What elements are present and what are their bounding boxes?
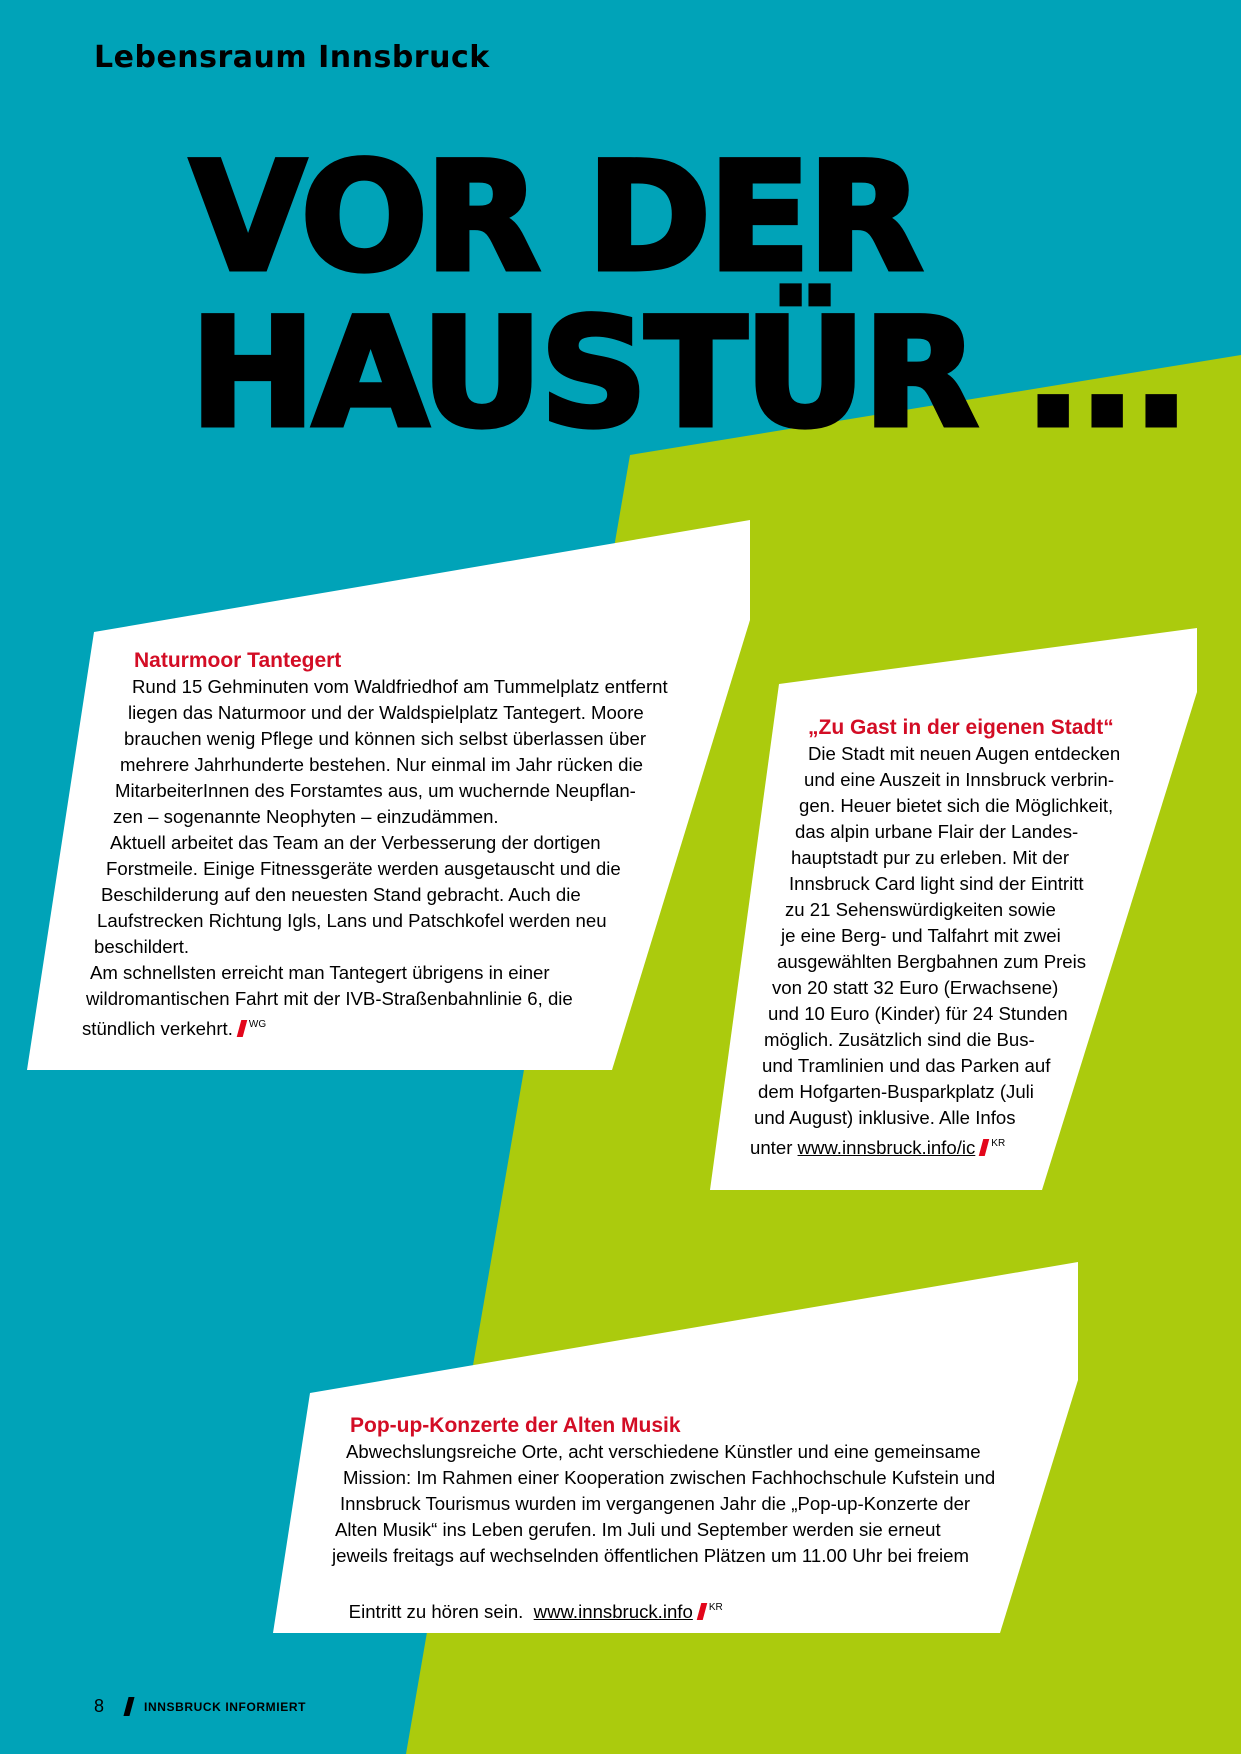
- black-slash-icon: [123, 1697, 134, 1716]
- article-line: ausgewählten Bergbahnen zum Preis: [777, 951, 1087, 972]
- page-footer: [94, 1696, 306, 1717]
- article-line: Mission: Im Rahmen einer Kooperation zwischen Fachhochschule Kufstein und: [343, 1467, 996, 1488]
- article-line: und eine Auszeit in Innsbruck verbrin-: [804, 769, 1115, 790]
- article-line: Beschilderung auf den neuesten Stand gebracht. Auch die: [101, 884, 581, 905]
- red-slash-icon: [697, 1603, 708, 1620]
- article-line: dem Hofgarten-Busparkplatz (Juli: [758, 1081, 1034, 1102]
- article-line: MitarbeiterInnen des Forstamtes aus, um wuchernde Neupflan-: [115, 780, 636, 801]
- article-title: Naturmoor Tantegert: [134, 649, 342, 672]
- headline-line-2: HAUSTÜR ...: [190, 287, 1187, 461]
- article-line: Forstmeile. Einige Fitnessgeräte werden ausgetauscht und die: [106, 858, 621, 879]
- article-line: liegen das Naturmoor und der Waldspielplatz Tantegert. Moore: [128, 702, 644, 723]
- article-line: zen – sogenannte Neophyten – einzudämmen.: [113, 806, 499, 827]
- article-line: Alten Musik“ ins Leben gerufen. Im Juli und September werden sie erneut: [335, 1519, 941, 1540]
- article-line: je eine Berg- und Talfahrt mit zwei: [781, 925, 1061, 946]
- article-pop-up-konzerte: [0, 1413, 995, 1651]
- author-initials: KR: [708, 1602, 723, 1613]
- article-zu-gast: [0, 715, 1120, 1161]
- info-link[interactable]: www.innsbruck.info: [533, 1601, 693, 1622]
- article-line: Am schnellsten erreicht man Tantegert übrigens in einer: [90, 962, 550, 983]
- article-line: Aktuell arbeitet das Team an der Verbesserung der dortigen: [110, 832, 601, 853]
- article-line: von 20 statt 32 Euro (Erwachsene): [772, 977, 1059, 998]
- article-line: Rund 15 Gehminuten vom Waldfriedhof am Tummelplatz entfernt: [132, 676, 668, 697]
- article-line: und August) inklusive. Alle Infos: [754, 1107, 1016, 1128]
- article-line: das alpin urbane Flair der Landes-: [795, 821, 1079, 842]
- article-title: „Zu Gast in der eigenen Stadt“: [808, 716, 1114, 739]
- article-line: Abwechslungsreiche Orte, acht verschiedene Künstler und eine gemeinsame: [346, 1441, 981, 1462]
- article-line: jeweils freitags auf wechselnden öffentlichen Plätzen um 11.00 Uhr bei freiem: [332, 1545, 970, 1566]
- article-title: Pop-up-Konzerte der Alten Musik: [350, 1414, 681, 1437]
- article-line: Die Stadt mit neuen Augen entdecken: [808, 743, 1121, 764]
- article-line: zu 21 Sehenswürdigkeiten sowie: [785, 899, 1056, 920]
- article-line: Innsbruck Card light sind der Eintritt: [789, 873, 1084, 894]
- red-slash-icon: [979, 1139, 990, 1156]
- headline-line-1: VOR DER: [190, 131, 921, 305]
- article-text: unter: [750, 1137, 798, 1158]
- article-line: hauptstadt pur zu erleben. Mit der: [791, 847, 1070, 868]
- info-link[interactable]: www.innsbruck.info/ic: [797, 1137, 976, 1158]
- article-text: stündlich verkehrt.: [82, 1018, 233, 1039]
- page-number: 8: [94, 1696, 105, 1716]
- section-label: Lebensraum Innsbruck: [94, 40, 490, 75]
- headline: [190, 131, 1187, 461]
- article-line: und 10 Euro (Kinder) für 24 Stunden: [768, 1003, 1068, 1024]
- article-line: gen. Heuer bietet sich die Möglichkeit,: [799, 795, 1114, 816]
- article-line: wildromantischen Fahrt mit der IVB-Straßenbahnlinie 6, die: [86, 988, 573, 1009]
- article-line: möglich. Zusätzlich sind die Bus-: [764, 1029, 1035, 1050]
- article-line: brauchen wenig Pflege und können sich selbst überlassen über: [124, 728, 647, 749]
- article-line: mehrere Jahrhunderte bestehen. Nur einmal im Jahr rücken die: [120, 754, 643, 775]
- article-last-line: [750, 1131, 1120, 1161]
- publication-name: INNSBRUCK INFORMIERT: [144, 1699, 307, 1714]
- article-text: Eintritt zu hören sein.: [348, 1601, 534, 1622]
- article-last-line: [328, 1569, 995, 1651]
- author-initials: WG: [248, 1019, 267, 1030]
- article-line: Laufstrecken Richtung Igls, Lans und Patschkofel werden neu: [97, 910, 607, 931]
- article-line: Innsbruck Tourismus wurden im vergangenen Jahr die „Pop-up-Konzerte der: [340, 1493, 971, 1514]
- article-line: beschildert.: [94, 936, 190, 957]
- article-line: und Tramlinien und das Parken auf: [762, 1055, 1051, 1076]
- author-initials: KR: [991, 1138, 1006, 1149]
